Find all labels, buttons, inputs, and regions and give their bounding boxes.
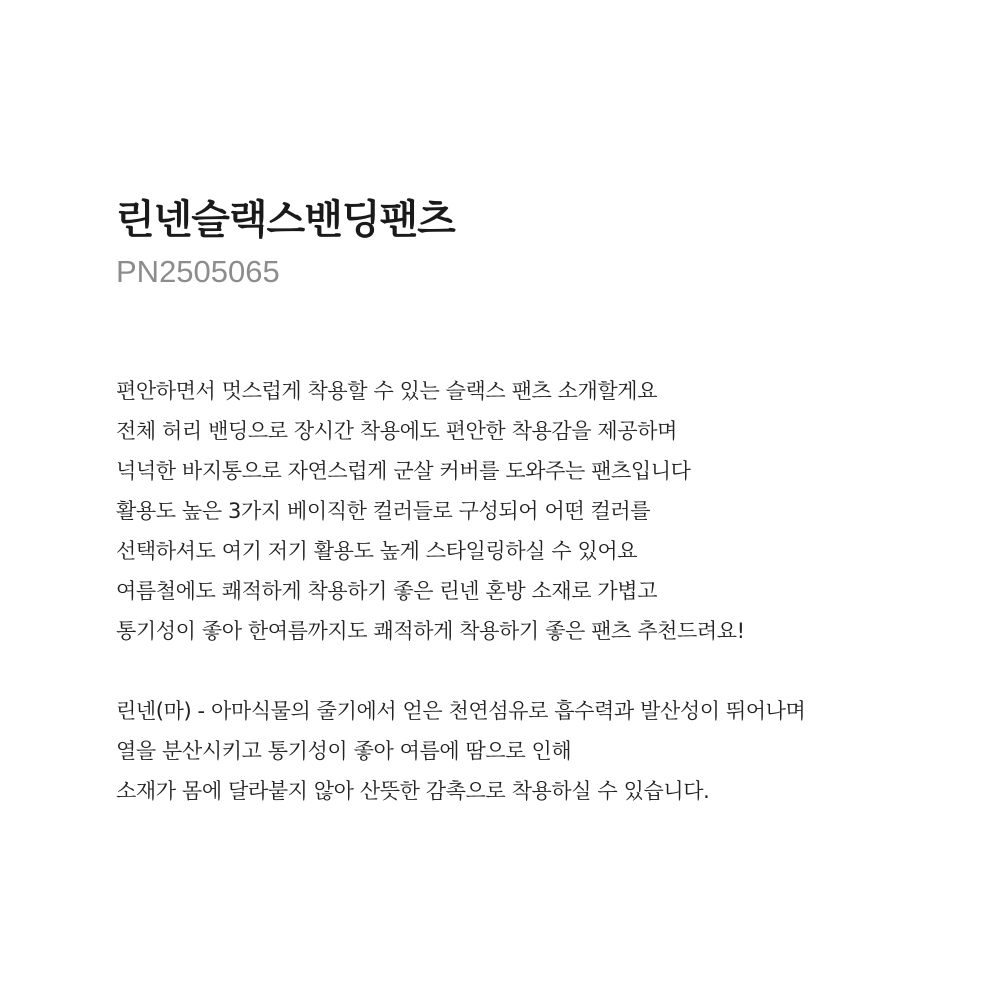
description-paragraph-2	[116, 691, 976, 811]
description-line: 선택하셔도 여기 저기 활용도 높게 스타일링하실 수 있어요	[116, 539, 638, 563]
product-code: PN2505065	[116, 254, 280, 289]
description-line: 린넨(마) - 아마식물의 줄기에서 얻은 천연섬유로 흡수력과 발산성이 뛰어나며	[116, 699, 806, 723]
description-line: 소재가 몸에 달라붙지 않아 산뜻한 감촉으로 착용하실 수 있습니다.	[116, 779, 710, 803]
product-description	[116, 371, 976, 811]
description-line: 넉넉한 바지통으로 자연스럽게 군살 커버를 도와주는 팬츠입니다	[116, 459, 691, 483]
product-detail	[116, 192, 976, 811]
description-line: 전체 허리 밴딩으로 장시간 착용에도 편안한 착용감을 제공하며	[116, 419, 677, 443]
description-line: 열을 분산시키고 통기성이 좋아 여름에 땀으로 인해	[116, 739, 572, 763]
description-line: 활용도 높은 3가지 베이직한 컬러들로 구성되어 어떤 컬러를	[116, 499, 651, 523]
description-line: 여름철에도 쾌적하게 착용하기 좋은 린넨 혼방 소재로 가볍고	[116, 579, 658, 603]
description-line: 통기성이 좋아 한여름까지도 쾌적하게 착용하기 좋은 팬츠 추천드려요!	[116, 619, 745, 643]
description-paragraph-1	[116, 371, 976, 651]
product-title: 린넨슬랙스밴딩팬츠	[116, 197, 455, 243]
description-line: 편안하면서 멋스럽게 착용할 수 있는 슬랙스 팬츠 소개할게요	[116, 379, 658, 403]
